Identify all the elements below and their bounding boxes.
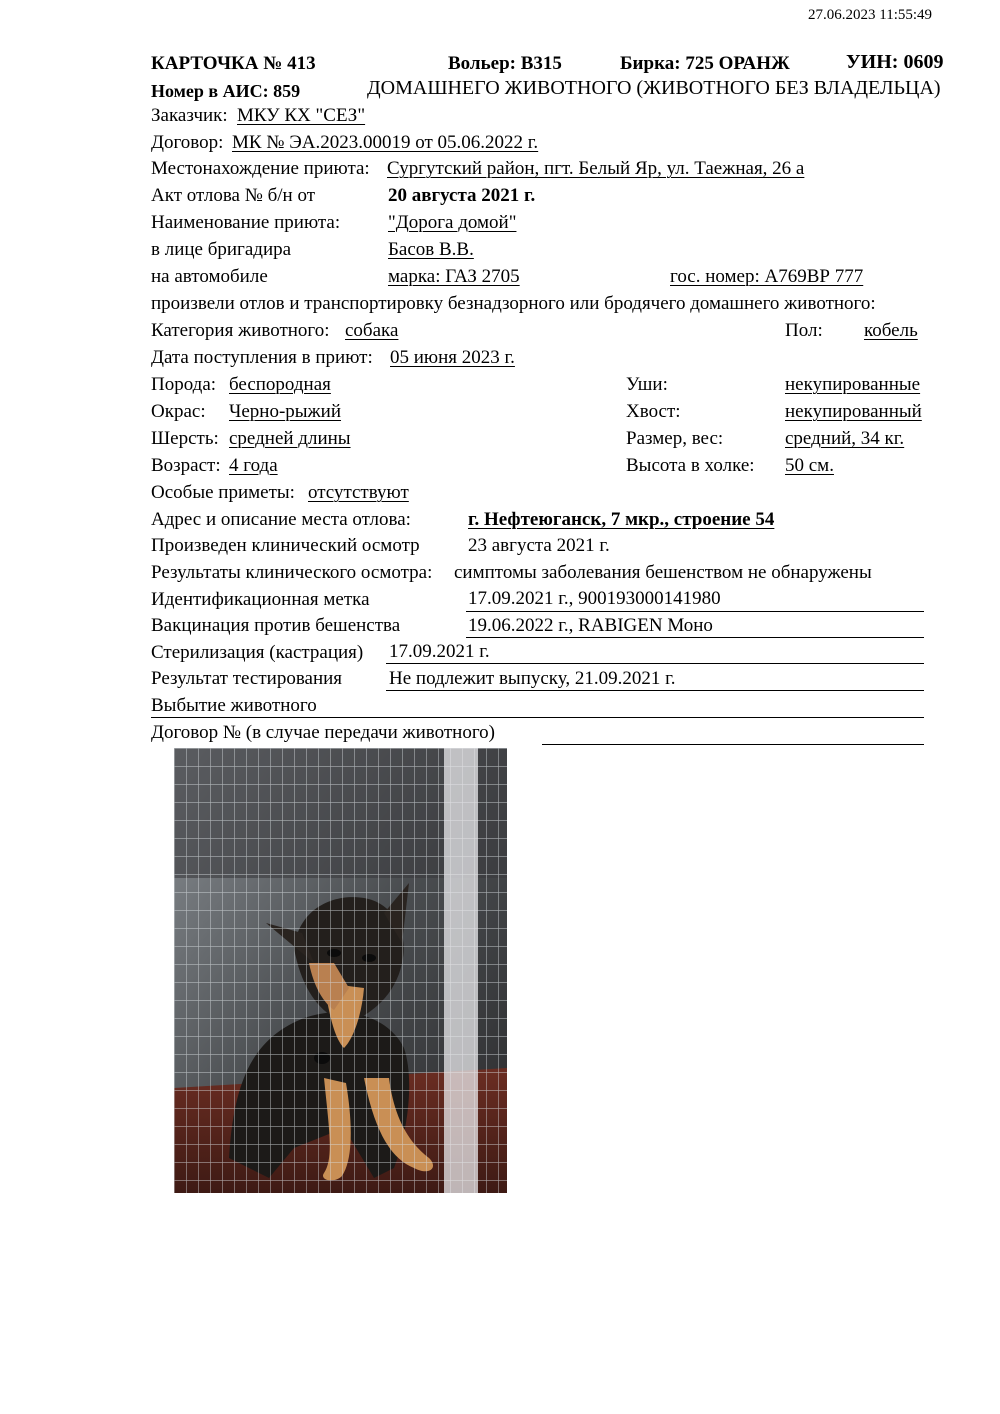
enclosure-number: Вольер: В315	[448, 53, 562, 74]
category-value: собака	[345, 320, 399, 341]
clinical-exam-label: Произведен клинический осмотр	[151, 535, 420, 556]
sex-value: кобель	[864, 320, 918, 341]
contract-label: Договор:	[151, 132, 224, 153]
disposal-line	[151, 717, 924, 718]
withers-height-value: 50 см.	[785, 455, 834, 476]
color-label: Окрас:	[151, 401, 206, 422]
clinical-exam-date: 23 августа 2021 г.	[468, 535, 610, 556]
test-result-value: Не подлежит выпуску, 21.09.2021 г.	[389, 668, 676, 689]
special-marks-value: отсутствуют	[308, 482, 409, 503]
tail-label: Хвост:	[626, 401, 681, 422]
dog-photo	[174, 748, 507, 1193]
ears-value: некупированные	[785, 374, 921, 395]
exam-results-value: симптомы заболевания бешенством не обнаружены	[454, 562, 872, 583]
age-value: 4 года	[229, 455, 278, 476]
exam-results-label: Результаты клинического осмотра:	[151, 562, 433, 583]
card-subtitle: ДОМАШНЕГО ЖИВОТНОГО (ЖИВОТНОГО БЕЗ ВЛАДЕЛЬЦА)	[367, 77, 941, 99]
color-value: Черно-рыжий	[229, 401, 342, 422]
arrival-date-value: 05 июня 2023 г.	[390, 347, 515, 368]
capture-act-label: Акт отлова № б/н от	[151, 185, 316, 206]
age-label: Возраст:	[151, 455, 221, 476]
shelter-location-value: Сургутский район, пгт. Белый Яр, ул. Таежная, 26 а	[387, 158, 805, 179]
vehicle-label: на автомобиле	[151, 266, 268, 287]
capture-address-label: Адрес и описание места отлова:	[151, 509, 411, 530]
uin-number: УИН: 0609	[846, 51, 944, 73]
id-tag-line	[466, 611, 924, 612]
sterilization-value: 17.09.2021 г.	[389, 641, 490, 662]
withers-height-label: Высота в холке:	[626, 455, 755, 476]
contract-value: МК № ЭА.2023.00019 от 05.06.2022 г.	[232, 132, 539, 153]
vehicle-plate: гос. номер: А769ВР 777	[670, 266, 864, 287]
arrival-date-label: Дата поступления в приют:	[151, 347, 373, 368]
tag-number: Бирка: 725 ОРАНЖ	[620, 53, 790, 74]
disposal-label: Выбытие животного	[151, 695, 317, 716]
ais-number: Номер в АИС: 859	[151, 81, 301, 101]
size-weight-value: средний, 34 кг.	[785, 428, 905, 449]
foreman-value: Басов В.В.	[388, 239, 474, 260]
id-tag-value: 17.09.2021 г., 900193000141980	[468, 588, 721, 609]
coat-label: Шерсть:	[151, 428, 219, 449]
card-number: КАРТОЧКА № 413	[151, 53, 316, 74]
print-timestamp: 27.06.2023 11:55:49	[808, 7, 933, 23]
shelter-location-label: Местонахождение приюта:	[151, 158, 370, 179]
sterilization-label: Стерилизация (кастрация)	[151, 642, 364, 663]
capture-act-date: 20 августа 2021 г.	[388, 185, 536, 206]
vehicle-model: марка: ГАЗ 2705	[388, 266, 520, 287]
sex-label: Пол:	[785, 320, 823, 341]
foreman-label: в лице бригадира	[151, 239, 292, 260]
shelter-name-value: "Дорога домой"	[388, 212, 517, 233]
test-result-line	[386, 690, 924, 691]
breed-label: Порода:	[151, 374, 217, 395]
category-label: Категория животного:	[151, 320, 330, 341]
sterilization-line	[386, 663, 924, 664]
vaccination-line	[466, 637, 924, 638]
tail-value: некупированный	[785, 401, 922, 422]
capture-statement: произвели отлов и транспортировку безнадзорного или бродячего домашнего животного:	[151, 293, 876, 314]
special-marks-label: Особые приметы:	[151, 482, 295, 503]
ears-label: Уши:	[626, 374, 668, 395]
vaccination-label: Вакцинация против бешенства	[151, 615, 401, 636]
transfer-contract-label: Договор № (в случае передачи животного)	[151, 722, 495, 743]
size-weight-label: Размер, вес:	[626, 428, 724, 449]
id-tag-label: Идентификационная метка	[151, 589, 370, 610]
customer-value: МКУ КХ "СЕЗ"	[237, 105, 366, 126]
breed-value: беспородная	[229, 374, 331, 395]
shelter-name-label: Наименование приюта:	[151, 212, 341, 233]
customer-label: Заказчик:	[151, 105, 228, 126]
coat-value: средней длины	[229, 428, 351, 449]
test-result-label: Результат тестирования	[151, 668, 343, 689]
capture-address-value: г. Нефтеюганск, 7 мкр., строение 54	[468, 509, 775, 530]
vaccination-value: 19.06.2022 г., RABIGEN Моно	[468, 615, 713, 636]
transfer-contract-line	[542, 744, 924, 745]
